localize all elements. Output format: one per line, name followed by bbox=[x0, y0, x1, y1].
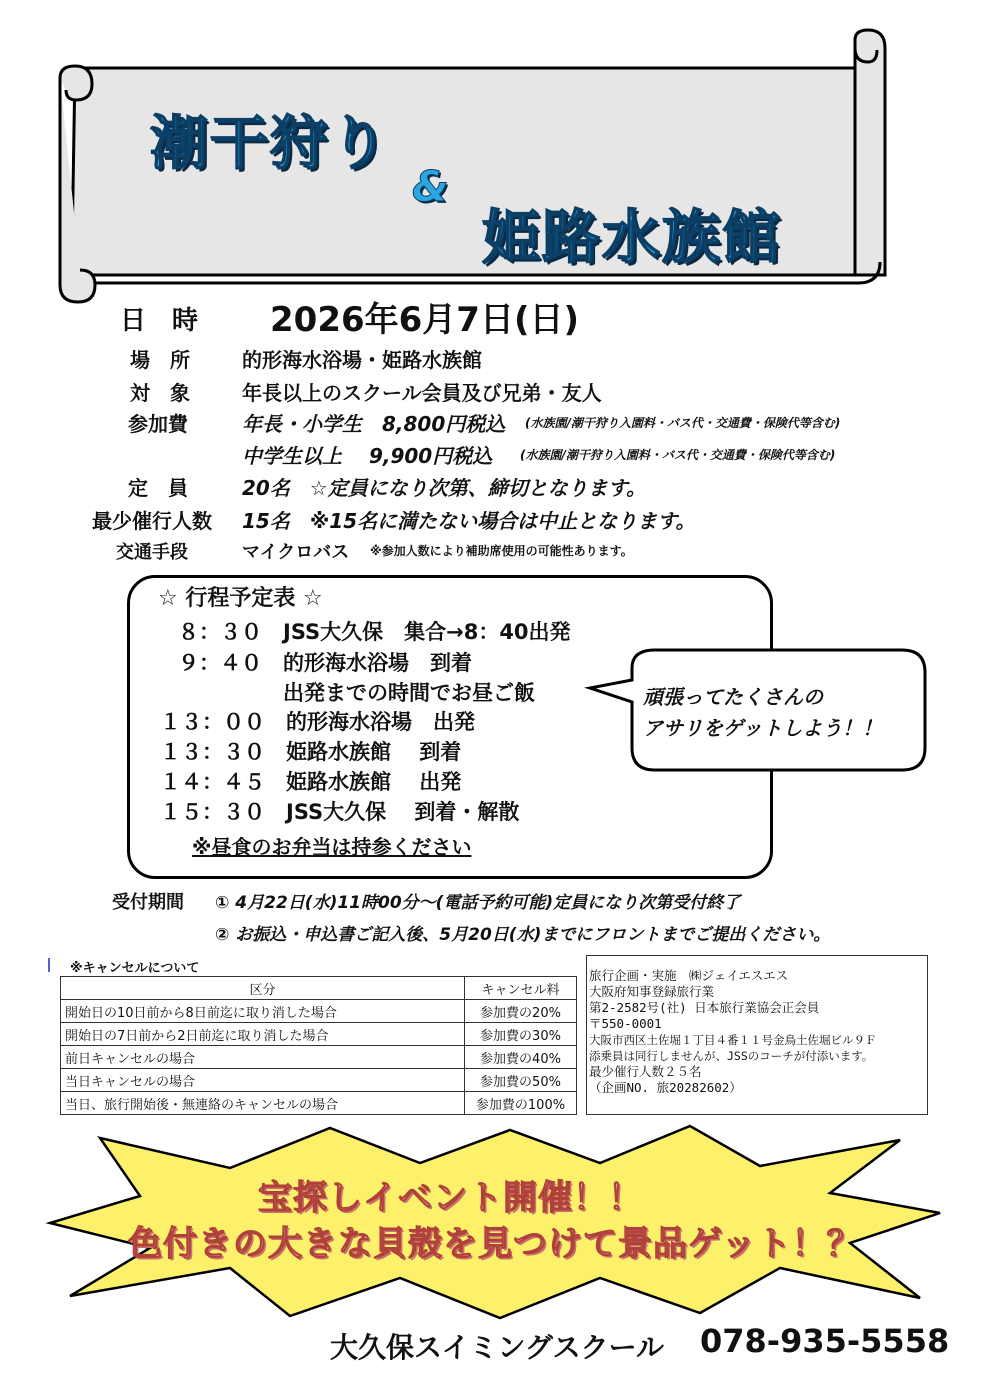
schedule-title: ☆ 行程予定表 ☆ bbox=[158, 586, 323, 611]
cancel-table bbox=[60, 976, 577, 1115]
schedule-line: ８：３０ JSS大久保 集合→8：40出発 bbox=[178, 620, 571, 644]
cancel-fee: 参加費の40% bbox=[465, 1046, 577, 1069]
minimum-label: 最少催行人数 bbox=[92, 509, 212, 533]
table-row bbox=[61, 1000, 577, 1023]
cancel-fee: 参加費の50% bbox=[465, 1069, 577, 1092]
reception-line-1: ① 4月22日(水)11時00分～(電話予約可能)定員になり次第受付終了 bbox=[215, 893, 741, 913]
fee-label: 参加費 bbox=[128, 412, 188, 436]
footer-school-name: 大久保スイミングスクール bbox=[330, 1331, 665, 1364]
cancel-category: 前日キャンセルの場合 bbox=[61, 1046, 465, 1069]
treasure-line-2: 色付きの大きな貝殻を見つけて景品ゲット！？ bbox=[128, 1224, 862, 1264]
agent-line: 〒550-0001 bbox=[589, 1016, 662, 1031]
fee-note-junior: (水族園/潮干狩り入園料・バス代・交通費・保険代等含む) bbox=[520, 448, 836, 462]
schedule-line: １４：４５ 姫路水族館 出発 bbox=[160, 770, 462, 794]
date-label: 日 時 bbox=[120, 306, 199, 336]
treasure-line-1: 宝探しイベント開催！！ bbox=[258, 1178, 643, 1218]
capacity-label: 定 員 bbox=[128, 476, 188, 500]
bubble-line-2: アサリをゲットしよう！！ bbox=[643, 716, 883, 740]
reception-line-2: ② お振込・申込書ご記入後、5月20日(水)までにフロントまでご提出ください。 bbox=[215, 925, 831, 945]
banner-title-2: 姫路水族館 bbox=[482, 203, 783, 271]
cancel-header-fee: キャンセル料 bbox=[465, 977, 577, 1000]
table-row bbox=[61, 1046, 577, 1069]
agent-line: （企画NO. 旅20282602） bbox=[589, 1080, 742, 1095]
agent-line: 最少催行人数２５名 bbox=[589, 1064, 702, 1079]
fee-note-child: (水族園/潮干狩り入園料・バス代・交通費・保険代等含む) bbox=[525, 416, 841, 430]
table-row bbox=[61, 1069, 577, 1092]
agent-line: 第2-2582号(社) 日本旅行業協会正会員 bbox=[589, 1000, 820, 1015]
cancel-fee: 参加費の20% bbox=[465, 1000, 577, 1023]
target-label: 対 象 bbox=[130, 381, 190, 405]
cancel-fee: 参加費の30% bbox=[465, 1023, 577, 1046]
fee-value-junior: 中学生以上 9,900円税込 bbox=[242, 444, 493, 468]
cancel-category: 当日、旅行開始後・無連絡のキャンセルの場合 bbox=[61, 1092, 465, 1115]
footer-phone: 078-935-5558 bbox=[700, 1322, 950, 1360]
agent-line: 大阪市西区土佐堀１丁目４番１１号金鳥土佐堀ビル９Ｆ bbox=[589, 1033, 877, 1047]
transport-note: ※参加人数により補助席使用の可能性あります。 bbox=[370, 544, 633, 558]
fee-value-child: 年長・小学生 8,800円税込 bbox=[242, 412, 506, 436]
agent-line: 大阪府知事登録旅行業 bbox=[589, 984, 715, 999]
schedule-line: １３：３０ 姫路水族館 到着 bbox=[160, 740, 462, 764]
target-value: 年長以上のスクール会員及び兄弟・友人 bbox=[242, 381, 602, 405]
agent-line: 旅行企画・実施 ㈱ジェイエスエス bbox=[589, 968, 789, 983]
reception-label: 受付期間 bbox=[112, 892, 184, 913]
cancel-heading-marker bbox=[48, 958, 50, 972]
bubble-line-1: 頑張ってたくさんの bbox=[643, 685, 823, 709]
place-label: 場 所 bbox=[130, 348, 190, 372]
cancel-header-category: 区分 bbox=[61, 977, 465, 1000]
cancel-category: 当日キャンセルの場合 bbox=[61, 1069, 465, 1092]
place-value: 的形海水浴場・姫路水族館 bbox=[242, 348, 482, 372]
cancel-fee: 参加費の100% bbox=[465, 1092, 577, 1115]
schedule-note: ※昼食のお弁当は持参ください bbox=[192, 835, 472, 859]
cancel-heading: ※キャンセルについて bbox=[70, 961, 200, 976]
table-row bbox=[61, 1092, 577, 1115]
date-value: 2026年6月7日(日) bbox=[270, 300, 580, 340]
schedule-line: ９：４０ 的形海水浴場 到着 bbox=[178, 651, 472, 675]
schedule-line: 出発までの時間でお昼ご飯 bbox=[178, 681, 535, 705]
banner-title-1: 潮干狩り bbox=[150, 109, 391, 177]
table-row bbox=[61, 977, 577, 1000]
schedule-line: １３：００ 的形海水浴場 出発 bbox=[160, 710, 475, 734]
agent-line: 添乗員は同行しませんが、JSSのコーチが付添います。 bbox=[589, 1049, 874, 1063]
minimum-value: 15名 ※15名に満たない場合は中止となります。 bbox=[242, 509, 696, 533]
transport-label: 交通手段 bbox=[116, 542, 188, 563]
schedule-line: １５：３０ JSS大久保 到着・解散 bbox=[160, 800, 520, 824]
table-row bbox=[61, 1023, 577, 1046]
transport-value: マイクロバス bbox=[242, 542, 350, 563]
banner-ampersand: & bbox=[412, 162, 449, 211]
cancel-category: 開始日の10日前から8日前迄に取り消した場合 bbox=[61, 1000, 465, 1023]
agent-box bbox=[586, 955, 928, 1115]
capacity-value: 20名 ☆定員になり次第、締切となります。 bbox=[242, 476, 647, 500]
cancel-category: 開始日の7日前から2日前迄に取り消した場合 bbox=[61, 1023, 465, 1046]
